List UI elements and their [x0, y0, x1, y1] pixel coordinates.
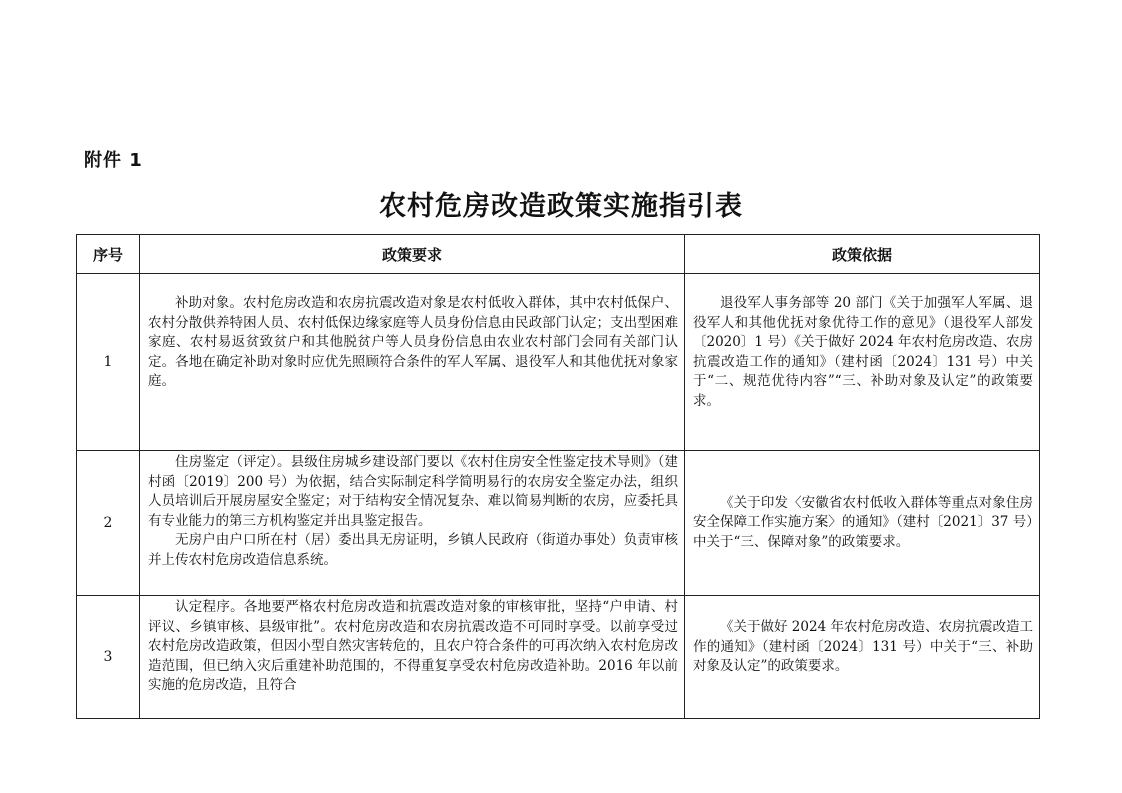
column-header-seq: 序号 [77, 235, 140, 274]
basis-paragraph: 《关于印发〈安徽省农村低收入群体等重点对象住房安全保障工作实施方案〉的通知》（建村〔2021〕37 号）中关于“三、保障对象”的政策要求。 [693, 494, 1033, 550]
table-row [77, 596, 1040, 719]
policy-table [76, 234, 1040, 719]
row-seq: 3 [77, 596, 140, 719]
requirement-paragraph: 无房户由户口所在村（居）委出具无房证明，乡镇人民政府（街道办事处）负责审核并上传农村危房改造信息系统。 [148, 532, 678, 568]
document-title: 农村危房改造政策实施指引表 [379, 191, 743, 222]
requirement-paragraph: 住房鉴定（评定）。县级住房城乡建设部门要以《农村住房安全性鉴定技术导则》（建村函〔2019〕200 号）为依据，结合实际制定科学简明易行的农房安全鉴定办法，组织人员培训后开展房屋安全鉴定；对于结构安全情况复杂、难以简易判断的农房，应委托具有专业能力的第三方机构鉴定并出具鉴定报告。 [148, 454, 678, 529]
row-requirement [140, 596, 685, 719]
row-basis [685, 451, 1040, 596]
requirement-paragraph: 补助对象。农村危房改造和农房抗震改造对象是农村低收入群体，其中农村低保户、农村分散供养特困人员、农村低保边缘家庭等人员身份信息由民政部门认定；支出型困难家庭、农村易返贫致贫户和其他脱贫户等人员身份信息由农业农村部门会同有关部门认定。各地在确定补助对象时应优先照顾符合条件的军人军属、退役军人和其他优抚对象家庭。 [148, 295, 678, 390]
requirement-paragraph: 认定程序。各地要严格农村危房改造和抗震改造对象的审核审批，坚持“户申请、村评议、乡镇审核、县级审批”。农村危房改造和农房抗震改造不可同时享受。以前享受过农村危房改造政策，但因小型自然灾害转危的，且农户符合条件的可再次纳入农村危房改造范围，但已纳入灾后重建补助范围的，不得重复享受农村危房改造补助。2016 年以前实施的危房改造，且符合 [148, 599, 678, 694]
row-seq: 2 [77, 451, 140, 596]
column-header-requirement: 政策要求 [140, 235, 685, 274]
row-basis [685, 596, 1040, 719]
table-header-row [77, 235, 1040, 274]
row-basis [685, 274, 1040, 451]
attachment-label: 附件 1 [84, 150, 143, 171]
basis-paragraph: 退役军人事务部等 20 部门《关于加强军人军属、退役军人和其他优抚对象优待工作的意见》（退役军人部发〔2020〕1 号）《关于做好 2024 年农村危房改造、农房抗震改造工作的通知》（建村函〔2024〕131 号）中关于“二、规范优待内容”“三、补助对象及认定”的政策要求。 [693, 295, 1033, 409]
table-row [77, 274, 1040, 451]
table-row [77, 451, 1040, 596]
row-requirement [140, 274, 685, 451]
column-header-basis: 政策依据 [685, 235, 1040, 274]
row-requirement [140, 451, 685, 596]
basis-paragraph: 《关于做好 2024 年农村危房改造、农房抗震改造工作的通知》（建村函〔2024〕131 号）中关于“三、补助对象及认定”的政策要求。 [693, 619, 1033, 675]
row-seq: 1 [77, 274, 140, 451]
